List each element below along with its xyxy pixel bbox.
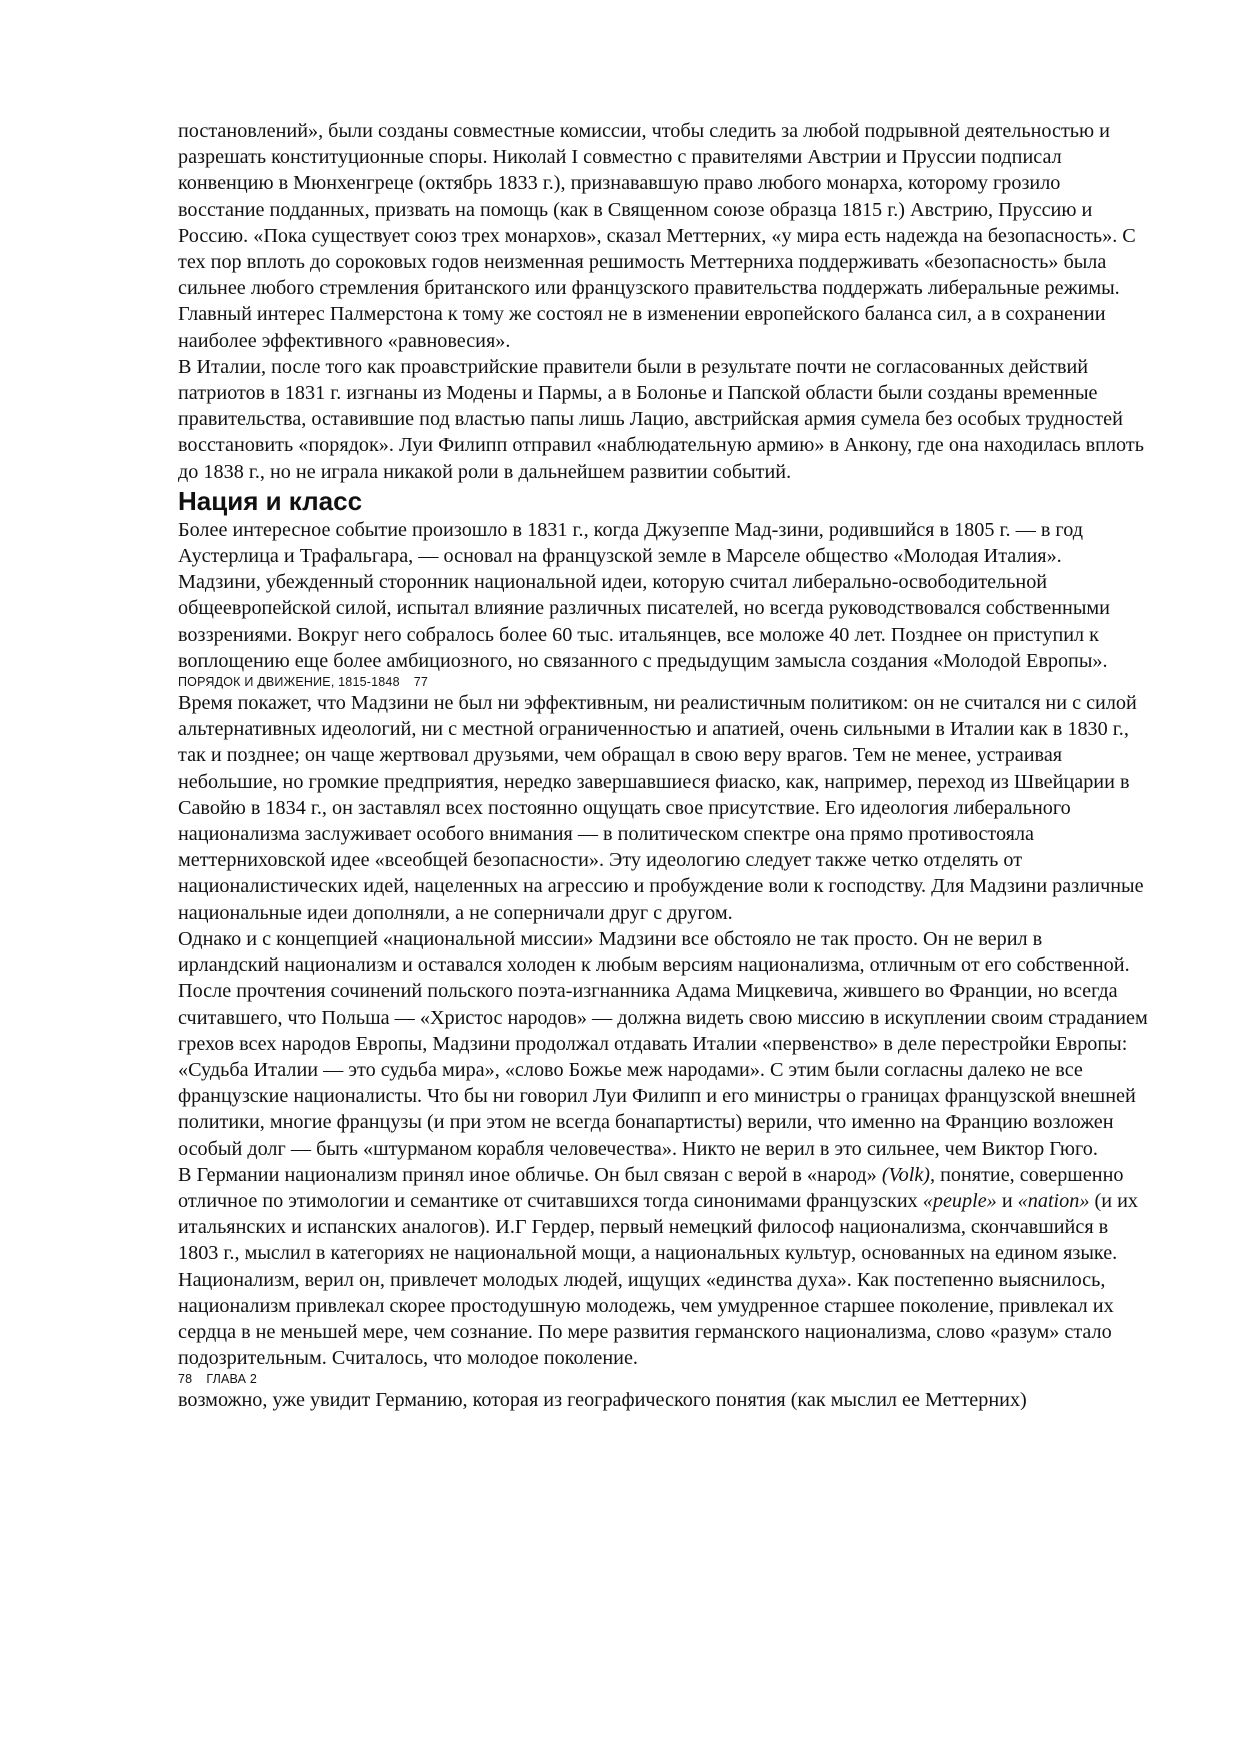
paragraph-6 — [178, 1162, 1148, 1372]
section-heading: Нация и класс — [178, 485, 363, 516]
p6-part-b: понятие, совершенно отличное по этимологии и семантике от считавшихся тогда синонимами французских — [178, 1163, 1124, 1212]
p6-part-d: (и их итальянских и испанских аналогов). И.Г Гердер, первый немецкий философ национализма, скончавшийся в 1803 г., мыслил в категориях не национальной мощи, а национальных культур, основанных на едином языке. Национализм, верил он, привлечет молодых людей, ищущих «единства духа». Как постепенно выяснилось, национализм привлекал скорее простодушную молодежь, чем умудренное старшее поколение, привлекал их сердца в не меньшей мере, чем сознание. По мере развития германского национализма, слово «разум» стало подозрительным. Считалось, что молодое поколение. — [178, 1189, 1138, 1370]
term-volk: (Volk), — [881, 1163, 936, 1186]
running-header-title: ПОРЯДОК И ДВИЖЕНИЕ, 1815-1848 — [178, 675, 400, 690]
page-number-78: 78 — [178, 1372, 193, 1387]
chapter-label: ГЛАВА 2 — [206, 1372, 258, 1387]
page-number-77: 77 — [413, 675, 429, 690]
paragraph-5: Однако и с концепцией «национальной миссии» Мадзини все обстояло не так просто. Он не верил в ирландский национализм и оставался холоден к любым версиям национализма, отличным от его собственной. После прочтения сочинений польского поэта-изгнанника Адама Мицкевича, жившего во Франции, но всегда считавшего, что Польша — «Христос народов» — должна видеть свою миссию в искуплении своим страданием грехов всех народов Европы, Мадзини продолжал отдавать Италии «первенство» в деле перестройки Европы: «Судьба Италии — это судьба мира», «слово Божье меж народами». С этим были согласны далеко не все французские националисты. Что бы ни говорил Луи Филипп и его министры о границах французской внешней политики, многие французы (и при этом не всегда бонапартисты) верили, что именно на Францию возложен особый долг — быть «штурманом корабля человечества». Никто не верил в это сильнее, чем Виктор Гюго. — [178, 927, 1148, 1160]
paragraph-2: В Италии, после того как проавстрийские правители были в результате почти не согласованных действий патриотов в 1831 г. изгнаны из Модены и Пармы, а в Болонье и Папской области были созданы временные правительства, оставившие под властью папы лишь Лацио, австрийская армия сумела без особых трудностей восстановить «порядок». Луи Филипп отправил «наблюдательную армию» в Анкону, где она находилась вплоть до 1838 г., но не играла никакой роли в дальнейшем развитии событий. — [178, 355, 1144, 483]
page-body — [178, 118, 1148, 1414]
running-header-77 — [178, 674, 1148, 690]
term-nation: «nation» — [1017, 1189, 1090, 1212]
running-header-78 — [178, 1371, 1148, 1387]
term-peuple: «peuple» — [922, 1189, 997, 1212]
paragraph-3: Более интересное событие произошло в 1831 г., когда Джузеппе Мад-зини, родившийся в 1805 г. — в год Аустерлица и Трафальгара, — основал на французской земле в Марселе общество «Молодая Италия». Мадзини, убежденный сторонник национальной идеи, которую считал либерально-освободительной общеевропейской силой, испытал влияние различных писателей, но всегда руководствовался собственными воззрениями. Вокруг него собралось более 60 тыс. итальянцев, все моложе 40 лет. Позднее он приступил к воплощению еще более амбициозного, но связанного с предыдущим замысла создания «Молодой Европы». — [178, 518, 1110, 672]
paragraph-4: Время покажет, что Мадзини не был ни эффективным, ни реалистичным политиком: он не считался ни с силой альтернативных идеологий, ни с местной ограниченностью и апатией, очень сильными в Италии как в 1830 г., так и позднее; он чаще жертвовал друзьями, чем обращал в свою веру врагов. Тем не менее, устраивая небольшие, но громкие предприятия, нередко завершавшиеся фиаско, как, например, переход из Швейцарии в Савойю в 1834 г., он заставлял всех постоянно ощущать свое присутствие. Его идеология либерального национализма заслуживает особого внимания — в политическом спектре она прямо противостояла меттерниховской идее «всеобщей безопасности». Эту идеологию следует также четко отделять от националистических идей, нацеленных на агрессию и пробуждение воли к господству. Для Мадзини различные национальные идеи дополняли, а не соперничали друг с другом. — [178, 692, 1144, 924]
p6-part-a: В Германии национализм принял иное обличье. Он был связан с верой в «народ» — [178, 1163, 882, 1186]
paragraph-1: постановлений», были созданы совместные комиссии, чтобы следить за любой подрывной деятельностью и разрешать конституционные споры. Николай I совместно с правителями Австрии и Пруссии подписал конвенцию в Мюнхенгреце (октябрь 1833 г.), признававшую право любого монарха, которому грозило восстание подданных, призвать на помощь (как в Священном союзе образца 1815 г.) Австрию, Пруссию и Россию. «Пока существует союз трех монархов», сказал Меттерних, «у мира есть надежда на безопасность». С тех пор вплоть до сороковых годов неизменная решимость Меттерниха поддерживать «безопасность» была сильнее любого стремления британского или французского правительства поддержать либеральные режимы. Главный интерес Палмерстона к тому же состоял не в изменении европейского баланса сил, а в сохранении наиболее эффективного «равновесия». — [178, 120, 1136, 352]
p6-part-c: и — [996, 1189, 1018, 1212]
paragraph-7: возможно, уже увидит Германию, которая из географического понятия (как мыслил ее Меттерних) — [178, 1389, 1027, 1412]
